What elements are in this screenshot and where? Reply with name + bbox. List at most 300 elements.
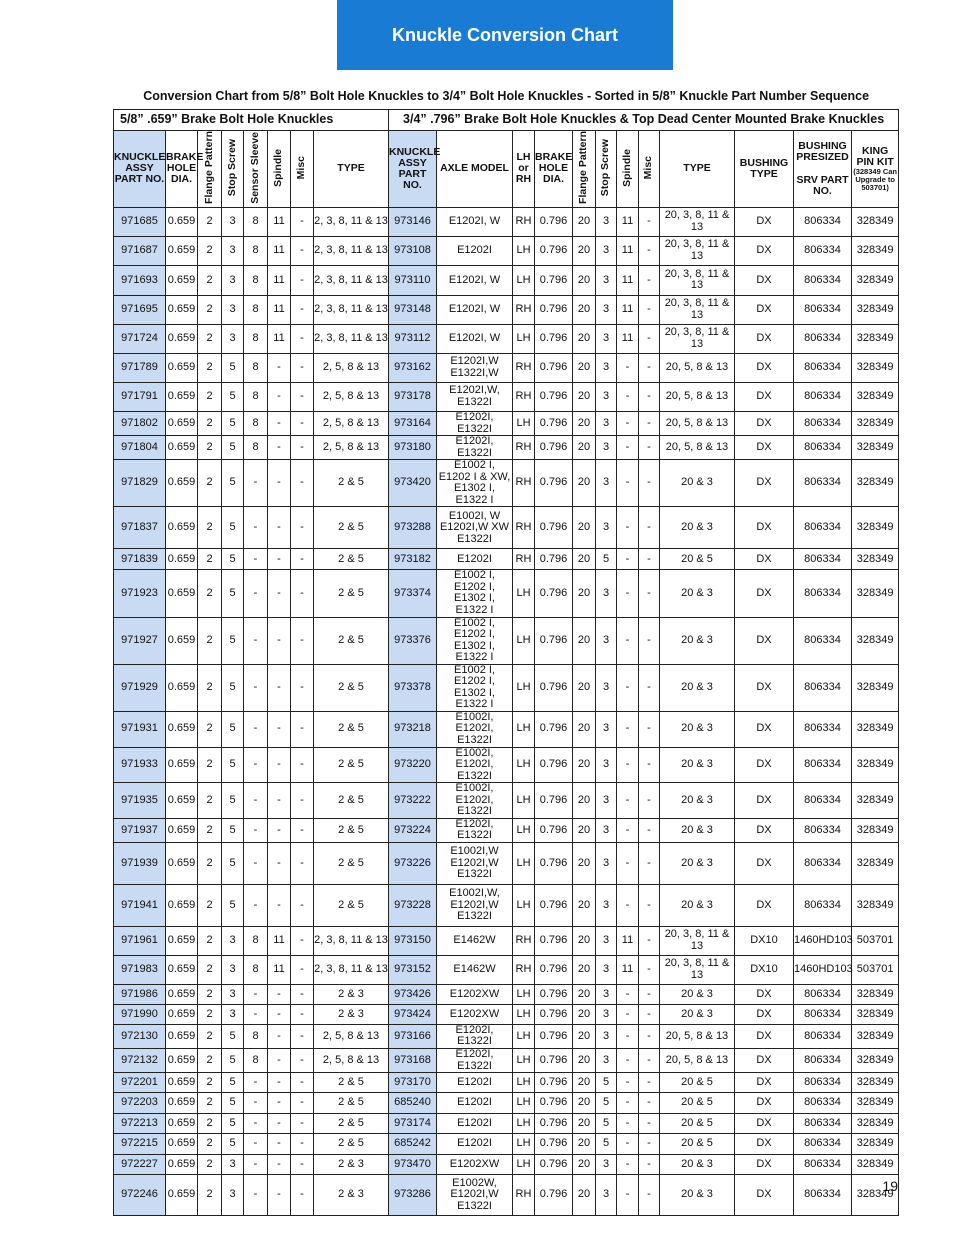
col-sensor-sleeve: Sensor Sleeve bbox=[244, 131, 268, 208]
conversion-table-container bbox=[113, 84, 898, 1216]
table-cell: - bbox=[291, 265, 314, 295]
table-cell: 971804 bbox=[114, 436, 166, 460]
table-cell: 972246 bbox=[114, 1175, 166, 1216]
table-cell: 0.796 bbox=[535, 411, 573, 435]
table-cell: 806334 bbox=[794, 1114, 852, 1134]
table-cell: - bbox=[244, 570, 268, 617]
table-cell: 328349 bbox=[852, 1073, 899, 1093]
table-cell: - bbox=[244, 664, 268, 711]
table-cell: RH bbox=[513, 507, 535, 549]
table-cell: LH bbox=[513, 1155, 535, 1175]
table-cell: - bbox=[639, 1093, 660, 1114]
table-cell: - bbox=[291, 1134, 314, 1155]
table-cell: 2 & 5 bbox=[314, 570, 389, 617]
table-cell: 328349 bbox=[852, 295, 899, 324]
table-row bbox=[114, 353, 899, 382]
table-cell: 3 bbox=[596, 711, 617, 747]
table-cell: - bbox=[639, 926, 660, 955]
table-cell: 971937 bbox=[114, 818, 166, 842]
table-cell: - bbox=[268, 1155, 291, 1175]
table-cell: 20 bbox=[573, 1093, 596, 1114]
table-cell: 2 bbox=[198, 460, 222, 507]
table-cell: 328349 bbox=[852, 1093, 899, 1114]
table-cell: 20, 3, 8, 11 & 13 bbox=[660, 926, 735, 955]
table-cell: 0.659 bbox=[166, 1073, 198, 1093]
table-cell: - bbox=[291, 460, 314, 507]
table-cell: 328349 bbox=[852, 411, 899, 435]
table-cell: 0.659 bbox=[166, 549, 198, 570]
table-cell: E1002I, E1202I, E1322I bbox=[437, 711, 513, 747]
col-king-pin-kit bbox=[852, 131, 899, 208]
table-row bbox=[114, 1073, 899, 1093]
table-row bbox=[114, 295, 899, 324]
table-cell: 2 & 5 bbox=[314, 460, 389, 507]
table-cell: 0.659 bbox=[166, 295, 198, 324]
table-cell: 2 bbox=[198, 842, 222, 884]
table-cell: 2 & 5 bbox=[314, 711, 389, 747]
table-cell: - bbox=[617, 411, 639, 435]
table-cell: DX bbox=[735, 818, 794, 842]
table-cell: 20 bbox=[573, 1155, 596, 1175]
col-spindle-right: Spindle bbox=[617, 131, 639, 208]
table-cell: - bbox=[268, 711, 291, 747]
table-cell: - bbox=[639, 549, 660, 570]
table-cell: 20 bbox=[573, 436, 596, 460]
table-cell: 20 bbox=[573, 884, 596, 926]
table-cell: - bbox=[268, 617, 291, 664]
table-cell: 20 & 3 bbox=[660, 507, 735, 549]
table-cell: 328349 bbox=[852, 664, 899, 711]
table-cell: 328349 bbox=[852, 236, 899, 265]
table-cell: 2, 3, 8, 11 & 13 bbox=[314, 926, 389, 955]
table-cell: - bbox=[244, 1093, 268, 1114]
table-cell: 971990 bbox=[114, 1004, 166, 1024]
table-cell: 20 bbox=[573, 1134, 596, 1155]
table-cell: 0.659 bbox=[166, 324, 198, 353]
table-cell: 328349 bbox=[852, 207, 899, 236]
table-cell: 2 bbox=[198, 1073, 222, 1093]
table-cell: 0.796 bbox=[535, 549, 573, 570]
table-cell: 11 bbox=[617, 926, 639, 955]
table-cell: - bbox=[244, 818, 268, 842]
table-cell: 806334 bbox=[794, 265, 852, 295]
table-cell: 3 bbox=[596, 617, 617, 664]
table-cell: - bbox=[639, 382, 660, 411]
table-cell: 973180 bbox=[389, 436, 437, 460]
table-cell: - bbox=[639, 842, 660, 884]
table-cell: 20 & 3 bbox=[660, 617, 735, 664]
table-cell: 2 & 3 bbox=[314, 1175, 389, 1216]
table-cell: DX bbox=[735, 507, 794, 549]
table-cell: 0.659 bbox=[166, 382, 198, 411]
table-cell: 20, 5, 8 & 13 bbox=[660, 382, 735, 411]
table-cell: 806334 bbox=[794, 236, 852, 265]
table-cell: 0.796 bbox=[535, 1073, 573, 1093]
table-cell: 2, 5, 8 & 13 bbox=[314, 1024, 389, 1048]
table-cell: 2 & 5 bbox=[314, 783, 389, 819]
table-cell: RH bbox=[513, 926, 535, 955]
table-cell: - bbox=[639, 1024, 660, 1048]
table-cell: DX bbox=[735, 295, 794, 324]
table-cell: - bbox=[268, 1024, 291, 1048]
table-cell: - bbox=[291, 1155, 314, 1175]
table-row bbox=[114, 783, 899, 819]
table-cell: - bbox=[639, 207, 660, 236]
table-cell: - bbox=[268, 436, 291, 460]
table-cell: 806334 bbox=[794, 353, 852, 382]
table-cell: 11 bbox=[617, 207, 639, 236]
table-cell: LH bbox=[513, 884, 535, 926]
table-cell: 20, 5, 8 & 13 bbox=[660, 436, 735, 460]
table-cell: 971791 bbox=[114, 382, 166, 411]
table-cell: 20 & 5 bbox=[660, 1114, 735, 1134]
table-cell: - bbox=[244, 984, 268, 1004]
table-cell: - bbox=[639, 570, 660, 617]
table-cell: - bbox=[639, 460, 660, 507]
table-cell: - bbox=[639, 884, 660, 926]
table-row bbox=[114, 236, 899, 265]
table-cell: 973170 bbox=[389, 1073, 437, 1093]
table-cell: 20 & 3 bbox=[660, 747, 735, 783]
table-cell: LH bbox=[513, 1093, 535, 1114]
table-cell: 5 bbox=[596, 1114, 617, 1134]
table-cell: 806334 bbox=[794, 549, 852, 570]
table-cell: 20 bbox=[573, 984, 596, 1004]
table-cell: 0.659 bbox=[166, 783, 198, 819]
table-cell: 20 bbox=[573, 1175, 596, 1216]
table-cell: E1462W bbox=[437, 926, 513, 955]
table-cell: - bbox=[268, 570, 291, 617]
table-cell: 2 bbox=[198, 353, 222, 382]
col-flange-pattern-right: Flange Pattern bbox=[573, 131, 596, 208]
table-cell: 0.659 bbox=[166, 1175, 198, 1216]
table-cell: 0.796 bbox=[535, 1175, 573, 1216]
table-row bbox=[114, 1004, 899, 1024]
col-type: TYPE bbox=[314, 131, 389, 208]
table-cell: 3 bbox=[596, 265, 617, 295]
table-cell: - bbox=[291, 1175, 314, 1216]
table-cell: 20, 3, 8, 11 & 13 bbox=[660, 236, 735, 265]
table-cell: DX bbox=[735, 1093, 794, 1114]
table-cell: 0.796 bbox=[535, 353, 573, 382]
table-cell: E1002 I, E1202 I, E1302 I, E1322 I bbox=[437, 617, 513, 664]
table-cell: 806334 bbox=[794, 1155, 852, 1175]
table-cell: - bbox=[617, 747, 639, 783]
table-cell: 20 bbox=[573, 1049, 596, 1073]
table-cell: 328349 bbox=[852, 549, 899, 570]
table-cell: LH bbox=[513, 1004, 535, 1024]
table-cell: 20 & 5 bbox=[660, 1093, 735, 1114]
table-cell: - bbox=[639, 436, 660, 460]
table-cell: 2, 3, 8, 11 & 13 bbox=[314, 955, 389, 984]
table-row bbox=[114, 1175, 899, 1216]
table-cell: LH bbox=[513, 570, 535, 617]
table-cell: RH bbox=[513, 353, 535, 382]
table-cell: 20 & 3 bbox=[660, 818, 735, 842]
table-cell: 2 & 3 bbox=[314, 1155, 389, 1175]
table-cell: 11 bbox=[617, 265, 639, 295]
table-cell: 971687 bbox=[114, 236, 166, 265]
col-spindle: Spindle bbox=[268, 131, 291, 208]
table-cell: 0.796 bbox=[535, 1004, 573, 1024]
bushing-presized-label: BUSHING PRESIZED bbox=[796, 139, 849, 163]
table-body bbox=[114, 207, 899, 1215]
table-cell: 2 & 3 bbox=[314, 1004, 389, 1024]
table-cell: 973162 bbox=[389, 353, 437, 382]
table-cell: 20 & 3 bbox=[660, 783, 735, 819]
table-cell: 328349 bbox=[852, 324, 899, 353]
table-cell: 5 bbox=[222, 549, 244, 570]
table-row bbox=[114, 1114, 899, 1134]
table-cell: 971923 bbox=[114, 570, 166, 617]
col-misc: Misc bbox=[291, 131, 314, 208]
table-cell: - bbox=[244, 1175, 268, 1216]
table-cell: 973378 bbox=[389, 664, 437, 711]
table-cell: E1202I bbox=[437, 1073, 513, 1093]
table-cell: 806334 bbox=[794, 207, 852, 236]
conversion-table bbox=[113, 84, 899, 1216]
table-cell: 3 bbox=[596, 884, 617, 926]
table-cell: E1202XW bbox=[437, 984, 513, 1004]
table-cell: 2 bbox=[198, 884, 222, 926]
table-cell: 328349 bbox=[852, 711, 899, 747]
table-cell: 0.796 bbox=[535, 884, 573, 926]
table-cell: - bbox=[617, 842, 639, 884]
table-cell: 973218 bbox=[389, 711, 437, 747]
table-row bbox=[114, 436, 899, 460]
srv-part-label: SRV PART NO. bbox=[796, 173, 849, 197]
table-cell: 20 bbox=[573, 1024, 596, 1048]
table-row bbox=[114, 382, 899, 411]
table-cell: LH bbox=[513, 1134, 535, 1155]
table-row bbox=[114, 507, 899, 549]
table-cell: 971693 bbox=[114, 265, 166, 295]
table-cell: 3 bbox=[596, 1049, 617, 1073]
table-cell: - bbox=[268, 1175, 291, 1216]
table-cell: 328349 bbox=[852, 1049, 899, 1073]
table-cell: - bbox=[291, 711, 314, 747]
table-cell: 2 bbox=[198, 436, 222, 460]
table-cell: RH bbox=[513, 549, 535, 570]
table-cell: 0.659 bbox=[166, 436, 198, 460]
table-cell: DX bbox=[735, 747, 794, 783]
table-cell: - bbox=[291, 1073, 314, 1093]
table-cell: 0.796 bbox=[535, 1024, 573, 1048]
table-cell: 971724 bbox=[114, 324, 166, 353]
table-cell: DX bbox=[735, 460, 794, 507]
table-cell: - bbox=[291, 1024, 314, 1048]
table-cell: - bbox=[639, 1049, 660, 1073]
table-cell: - bbox=[639, 664, 660, 711]
table-cell: LH bbox=[513, 324, 535, 353]
table-row bbox=[114, 664, 899, 711]
table-cell: - bbox=[268, 353, 291, 382]
table-cell: - bbox=[639, 711, 660, 747]
table-cell: - bbox=[268, 818, 291, 842]
table-cell: 0.659 bbox=[166, 460, 198, 507]
table-cell: DX bbox=[735, 783, 794, 819]
table-cell: 20 bbox=[573, 747, 596, 783]
king-pin-note: (328349 Can Upgrade to 503701) bbox=[853, 167, 897, 192]
table-cell: 328349 bbox=[852, 1155, 899, 1175]
table-cell: 5 bbox=[222, 842, 244, 884]
table-cell: 20 bbox=[573, 507, 596, 549]
table-cell: 0.659 bbox=[166, 570, 198, 617]
table-cell: 328349 bbox=[852, 1114, 899, 1134]
table-cell: 20 bbox=[573, 617, 596, 664]
table-cell: 2 bbox=[198, 1049, 222, 1073]
table-cell: 328349 bbox=[852, 747, 899, 783]
table-cell: 973108 bbox=[389, 236, 437, 265]
table-cell: 2, 5, 8 & 13 bbox=[314, 382, 389, 411]
table-cell: DX bbox=[735, 842, 794, 884]
table-cell: DX bbox=[735, 1114, 794, 1134]
table-cell: - bbox=[639, 955, 660, 984]
table-cell: - bbox=[639, 324, 660, 353]
table-cell: E1202I, E1322I bbox=[437, 436, 513, 460]
table-cell: 11 bbox=[268, 236, 291, 265]
table-cell: - bbox=[291, 1093, 314, 1114]
table-cell: 973226 bbox=[389, 842, 437, 884]
table-cell: - bbox=[639, 1175, 660, 1216]
table-cell: - bbox=[639, 236, 660, 265]
table-cell: - bbox=[268, 664, 291, 711]
table-cell: 0.796 bbox=[535, 783, 573, 819]
table-cell: 0.796 bbox=[535, 1114, 573, 1134]
table-cell: 2, 3, 8, 11 & 13 bbox=[314, 324, 389, 353]
table-cell: 0.796 bbox=[535, 1155, 573, 1175]
table-cell: 5 bbox=[222, 1114, 244, 1134]
table-cell: 20 bbox=[573, 955, 596, 984]
table-cell: 2 & 5 bbox=[314, 842, 389, 884]
col-lh-rh: LH or RH bbox=[513, 131, 535, 208]
table-row bbox=[114, 1155, 899, 1175]
table-cell: DX bbox=[735, 617, 794, 664]
table-cell: 971986 bbox=[114, 984, 166, 1004]
table-cell: 973288 bbox=[389, 507, 437, 549]
table-cell: 3 bbox=[222, 265, 244, 295]
col-stop-screw-right: Stop Screw bbox=[596, 131, 617, 208]
table-cell: 973152 bbox=[389, 955, 437, 984]
table-cell: 20, 5, 8 & 13 bbox=[660, 1049, 735, 1073]
table-cell: 5 bbox=[222, 711, 244, 747]
table-cell: DX bbox=[735, 884, 794, 926]
table-cell: E1002I,W E1202I,W E1322I bbox=[437, 842, 513, 884]
table-cell: 973220 bbox=[389, 747, 437, 783]
table-cell: DX bbox=[735, 1155, 794, 1175]
table-cell: - bbox=[617, 783, 639, 819]
table-cell: 0.659 bbox=[166, 842, 198, 884]
table-cell: DX bbox=[735, 1073, 794, 1093]
table-cell: 20, 5, 8 & 13 bbox=[660, 1024, 735, 1048]
col-flange-pattern: Flange Pattern bbox=[198, 131, 222, 208]
table-cell: 0.659 bbox=[166, 236, 198, 265]
table-cell: - bbox=[617, 1004, 639, 1024]
table-cell: 0.659 bbox=[166, 507, 198, 549]
table-cell: DX bbox=[735, 984, 794, 1004]
table-cell: 0.796 bbox=[535, 1134, 573, 1155]
table-cell: - bbox=[617, 1073, 639, 1093]
page-title: Knuckle Conversion Chart bbox=[337, 0, 673, 70]
table-row bbox=[114, 1134, 899, 1155]
table-cell: - bbox=[268, 382, 291, 411]
table-cell: 20 bbox=[573, 382, 596, 411]
table-cell: 0.659 bbox=[166, 207, 198, 236]
table-cell: 972213 bbox=[114, 1114, 166, 1134]
table-cell: 0.796 bbox=[535, 570, 573, 617]
table-cell: 0.796 bbox=[535, 207, 573, 236]
table-cell: 2 & 5 bbox=[314, 747, 389, 783]
table-cell: 0.659 bbox=[166, 884, 198, 926]
table-cell: 8 bbox=[244, 207, 268, 236]
table-cell: 972215 bbox=[114, 1134, 166, 1155]
table-cell: 971941 bbox=[114, 884, 166, 926]
table-cell: 972201 bbox=[114, 1073, 166, 1093]
table-cell: LH bbox=[513, 617, 535, 664]
table-cell: 806334 bbox=[794, 1073, 852, 1093]
table-cell: RH bbox=[513, 460, 535, 507]
table-cell: 3 bbox=[596, 1175, 617, 1216]
table-cell: 5 bbox=[222, 1049, 244, 1073]
table-cell: 20 bbox=[573, 549, 596, 570]
table-cell: 2, 3, 8, 11 & 13 bbox=[314, 295, 389, 324]
table-cell: 806334 bbox=[794, 1175, 852, 1216]
table-cell: 5 bbox=[222, 747, 244, 783]
table-cell: DX bbox=[735, 1134, 794, 1155]
table-cell: 20 bbox=[573, 664, 596, 711]
table-cell: 0.796 bbox=[535, 236, 573, 265]
table-cell: 11 bbox=[617, 295, 639, 324]
table-cell: 5 bbox=[222, 1024, 244, 1048]
table-cell: 5 bbox=[222, 664, 244, 711]
table-cell: 2 bbox=[198, 236, 222, 265]
table-cell: 0.659 bbox=[166, 265, 198, 295]
table-cell: 328349 bbox=[852, 507, 899, 549]
table-cell: 5 bbox=[222, 353, 244, 382]
table-cell: 971839 bbox=[114, 549, 166, 570]
table-cell: - bbox=[617, 549, 639, 570]
table-cell: 0.796 bbox=[535, 324, 573, 353]
table-cell: E1462W bbox=[437, 955, 513, 984]
table-cell: - bbox=[268, 549, 291, 570]
table-cell: RH bbox=[513, 1175, 535, 1216]
table-cell: 973178 bbox=[389, 382, 437, 411]
table-cell: - bbox=[617, 617, 639, 664]
table-cell: 328349 bbox=[852, 818, 899, 842]
table-cell: 20 bbox=[573, 295, 596, 324]
table-cell: - bbox=[268, 842, 291, 884]
table-cell: E1002 I, E1202 I, E1302 I, E1322 I bbox=[437, 664, 513, 711]
table-cell: - bbox=[268, 1049, 291, 1073]
table-cell: 3 bbox=[222, 324, 244, 353]
table-cell: 973174 bbox=[389, 1114, 437, 1134]
table-cell: 8 bbox=[244, 436, 268, 460]
table-cell: 20 bbox=[573, 265, 596, 295]
table-cell: 2 bbox=[198, 507, 222, 549]
table-cell: 973470 bbox=[389, 1155, 437, 1175]
table-cell: 2 bbox=[198, 1114, 222, 1134]
table-row bbox=[114, 955, 899, 984]
table-cell: 2 bbox=[198, 207, 222, 236]
table-cell: - bbox=[268, 1093, 291, 1114]
table-cell: 806334 bbox=[794, 1024, 852, 1048]
table-cell: 3 bbox=[596, 570, 617, 617]
table-cell: 806334 bbox=[794, 984, 852, 1004]
table-cell: 20 bbox=[573, 207, 596, 236]
table-cell: 8 bbox=[244, 955, 268, 984]
table-cell: 5 bbox=[222, 507, 244, 549]
table-cell: 971695 bbox=[114, 295, 166, 324]
